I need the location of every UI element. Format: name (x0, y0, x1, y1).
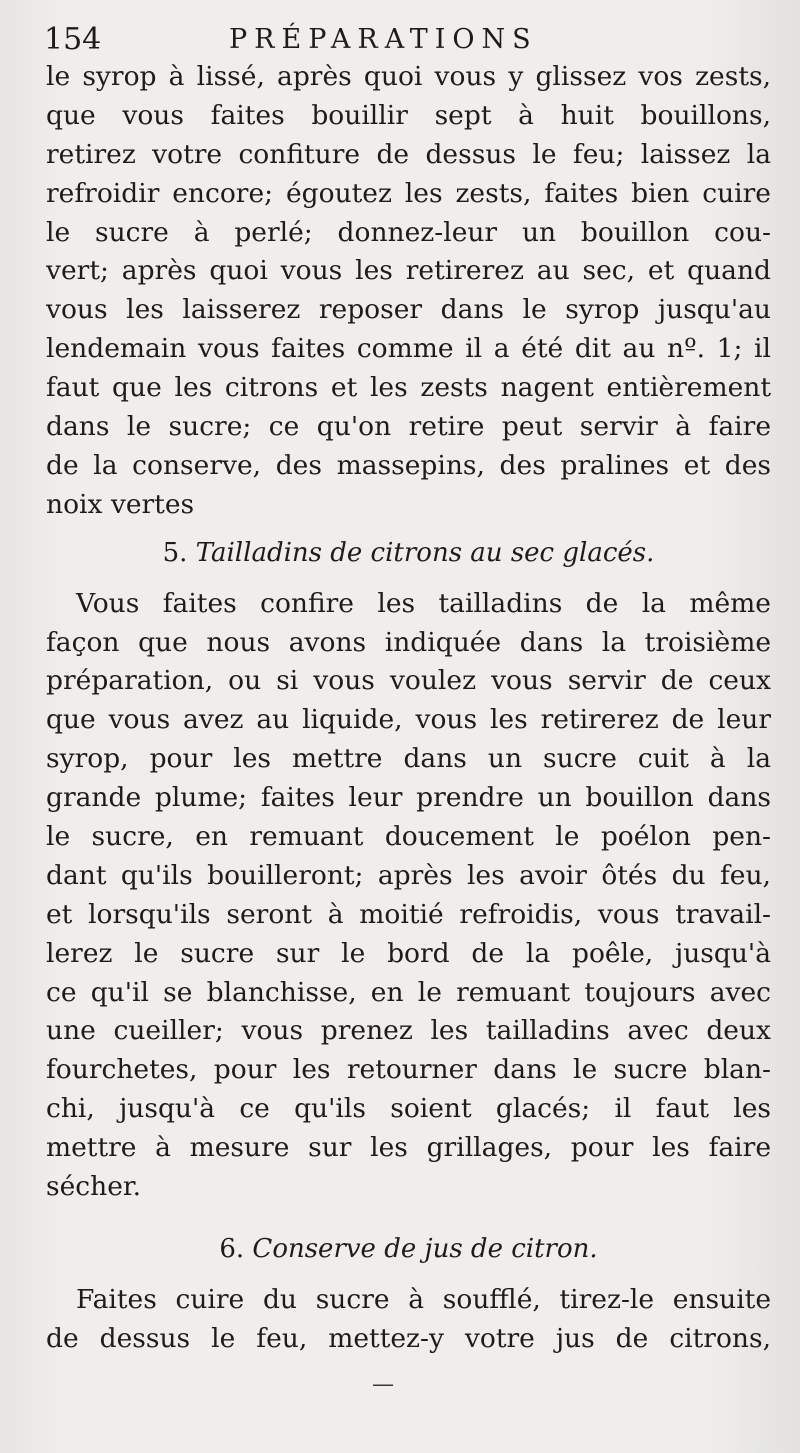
text-line: et lorsqu'ils seront à moitié refroidis, vous travail- (46, 898, 771, 930)
text-line: Vous faites confire les tailladins de la même (76, 587, 771, 619)
text-line: que vous avez au liquide, vous les retirerez de leur (46, 704, 771, 736)
text-line: le syrop à lissé, après quoi vous y glissez vos zests, (46, 61, 771, 92)
section-heading-6 (46, 1229, 771, 1269)
section-heading-5 (46, 533, 771, 573)
text-line: dans le sucre; ce qu'on retire peut servir à faire (46, 411, 771, 443)
body-text (46, 58, 771, 1359)
text-line: lerez le sucre sur le bord de la poêle, jusqu'à (46, 937, 771, 969)
text-line: ce qu'il se blanchisse, en le remuant toujours avec (46, 976, 771, 1008)
text-line: chi, jusqu'à ce qu'ils soient glacés; il faut les (46, 1093, 771, 1125)
text-line: noix vertes (46, 488, 195, 520)
paragraph-conserve (46, 1281, 771, 1359)
running-title: PRÉPARATIONS (229, 24, 538, 55)
text-line: Faites cuire du sucre à soufflé, tirez-le ensuite (76, 1283, 771, 1315)
text-line: refroidir encore; égoutez les zests, faites bien cuire (46, 177, 771, 209)
text-line: vert; après quoi vous les retirerez au sec, et quand (46, 255, 771, 287)
text-line: grande plume; faites leur prendre un bouillon dans (46, 782, 771, 814)
section-number: 6. (219, 1233, 245, 1264)
text-line: mettre à mesure sur les grillages, pour les faire (46, 1132, 771, 1164)
section-number: 5. (162, 537, 188, 568)
text-line: le sucre à perlé; donnez-leur un bouillon cou- (46, 216, 771, 248)
text-line: le sucre, en remuant doucement le poélon pen- (46, 821, 771, 853)
text-line: fourchetes, pour les retourner dans le sucre blan- (46, 1054, 771, 1086)
text-line: retirez votre confiture de dessus le feu; laissez la (46, 138, 771, 170)
signature-mark: — (372, 1372, 394, 1397)
text-line: une cueiller; vous prenez les tailladins avec deux (46, 1015, 771, 1047)
text-line: dant qu'ils bouilleront; après les avoir ôtés du feu, (46, 859, 771, 891)
text-line: que vous faites bouillir sept à huit bouillons, (46, 99, 771, 131)
paragraph-continuation (46, 58, 771, 525)
section-title: Tailladins de citrons au sec glacés. (195, 537, 655, 568)
text-line: façon que nous avons indiquée dans la troisième (46, 626, 771, 658)
text-line: sécher. (46, 1171, 142, 1203)
text-line: lendemain vous faites comme il a été dit au nº. 1; il (46, 333, 771, 365)
text-line: de dessus le feu, mettez-y votre jus de citrons, (46, 1322, 771, 1354)
text-line: syrop, pour les mettre dans un sucre cuit à la (46, 743, 771, 775)
text-line: faut que les citrons et les zests nagent entièrement (46, 372, 771, 404)
text-line: vous les laisserez reposer dans le syrop jusqu'au (46, 294, 771, 326)
text-line: de la conserve, des massepins, des pralines et des (46, 449, 771, 481)
page-number: 154 (44, 22, 102, 57)
section-title: Conserve de jus de citron. (252, 1233, 598, 1264)
text-line: préparation, ou si vous voulez vous servir de ceux (46, 665, 771, 697)
paragraph-tailladins (46, 585, 771, 1207)
running-head (44, 22, 764, 62)
